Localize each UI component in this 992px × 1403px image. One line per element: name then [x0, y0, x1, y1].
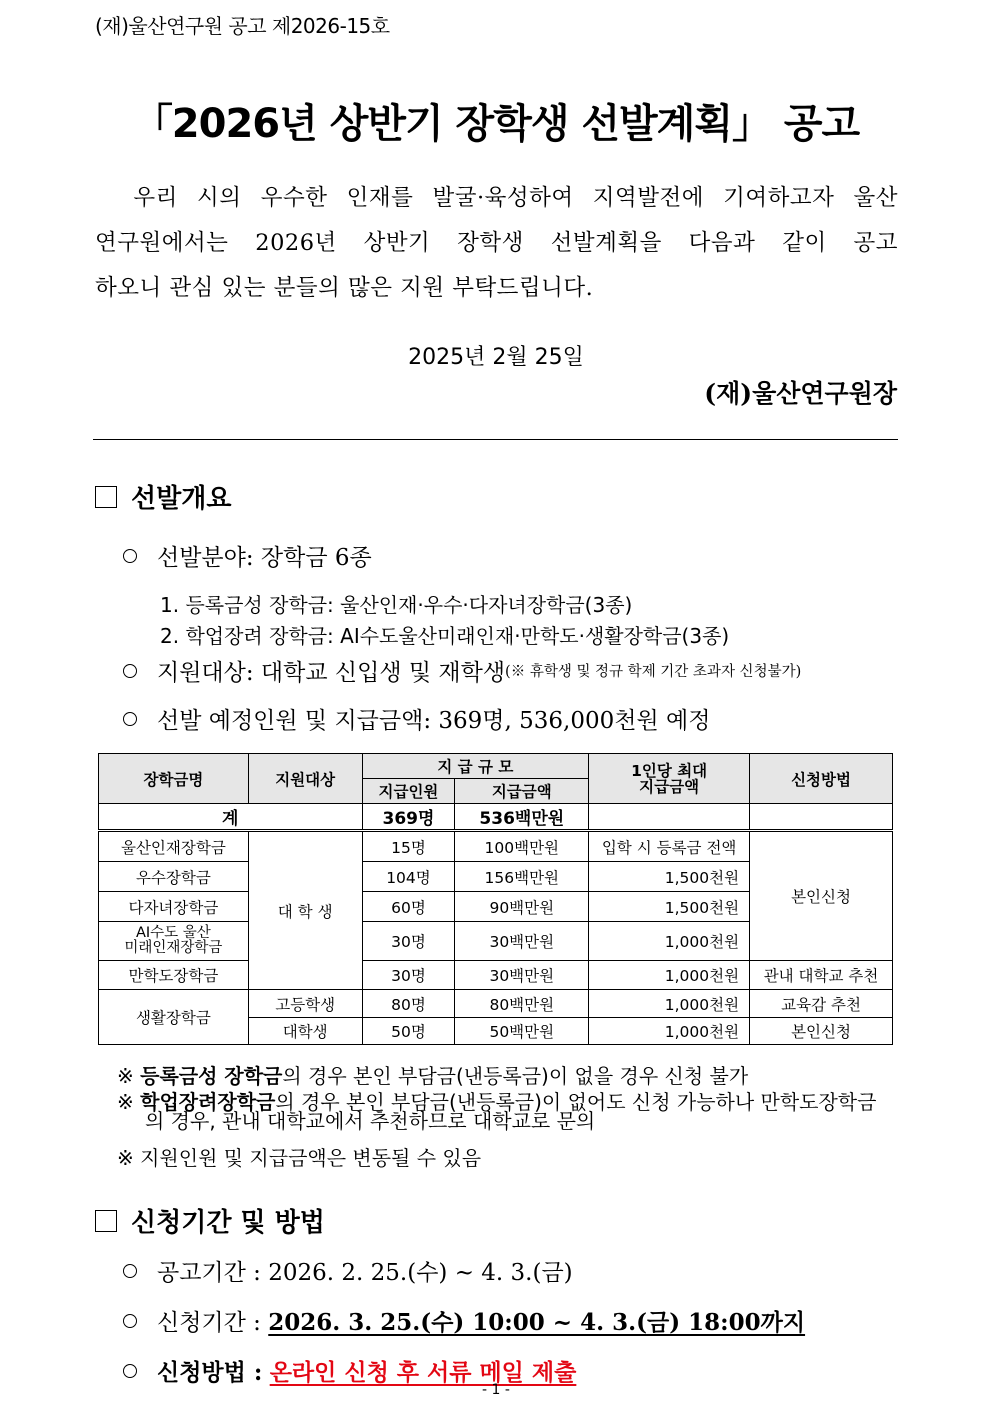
bullet-text: 지원대상: 대학교 신입생 및 재학생 [157, 660, 506, 686]
cell-name [99, 922, 249, 961]
cell-count: 60명 [362, 892, 455, 922]
cell-name: 울산인재장학금 [99, 831, 249, 862]
circle-bullet-icon [123, 664, 137, 678]
divider [93, 439, 898, 440]
section-title-text: 신청기간 및 방법 [131, 1208, 325, 1238]
note-text: 의 경우 본인 부담금(낸등록금)이 없을 경우 신청 불가 [282, 1064, 749, 1088]
bullet-text: 선발분야: 장학금 6종 [157, 545, 372, 571]
intro-line: 우리 시의 우수한 인재를 발굴·육성하여 지역발전에 기여하고자 울산 [133, 185, 898, 211]
notice-date: 2025년 2월 25일 [408, 345, 584, 370]
section-title-application [95, 1202, 325, 1239]
header-amount: 지급금액 [455, 779, 589, 804]
cell-method: 관내 대학교 추천 [750, 961, 893, 990]
cell-amount: 90백만원 [455, 892, 589, 922]
header-max-amount [589, 754, 750, 804]
bullet-label: 신청방법 : [157, 1359, 263, 1386]
notice-number: (재)울산연구원 공고 제2026-15호 [95, 14, 390, 38]
header-method: 신청방법 [750, 754, 893, 804]
bullet-field [123, 539, 372, 572]
total-max [589, 804, 750, 831]
circle-bullet-icon [123, 549, 137, 563]
page-number: - 1 - [482, 1382, 510, 1398]
sub-item-tuition: 1. 등록금성 장학금: 울산인재·우수·다자녀장학금(3종) [160, 593, 633, 617]
intro-line: 연구원에서는 2026년 상반기 장학생 선발계획을 다음과 같이 공고 [95, 230, 898, 256]
total-label: 계 [99, 804, 363, 831]
cell-max: 1,500천원 [589, 892, 750, 922]
square-bullet-icon [95, 486, 117, 508]
cell-max: 1,000천원 [589, 1018, 750, 1045]
cell-count: 80명 [362, 990, 455, 1018]
total-amount: 536백만원 [455, 804, 589, 831]
header-scale: 지 급 규 모 [362, 754, 589, 779]
table-row [99, 961, 893, 990]
cell-method-self: 본인신청 [750, 831, 893, 961]
cell-amount: 30백만원 [455, 922, 589, 961]
cell-max: 1,000천원 [589, 922, 750, 961]
circle-bullet-icon [123, 1264, 137, 1278]
circle-bullet-icon [123, 712, 137, 726]
cell-name: 다자녀장학금 [99, 892, 249, 922]
table-row [99, 831, 893, 862]
cell-max: 1,500천원 [589, 862, 750, 892]
cell-name-line: 미래인재장학금 [124, 940, 223, 956]
cell-name: 우수장학금 [99, 862, 249, 892]
cell-target: 고등학생 [248, 990, 362, 1018]
header-max-line: 1인당 최대 [631, 761, 708, 780]
page-title: 「2026년 상반기 장학생 선발계획」 공고 [132, 101, 860, 147]
cell-count: 15명 [362, 831, 455, 862]
cell-target-university: 대 학 생 [248, 831, 362, 990]
cell-name: 만학도장학금 [99, 961, 249, 990]
note-bold: 학업장려장학금 [140, 1090, 276, 1114]
apply-method-value: 온라인 신청 후 서류 메일 제출 [269, 1359, 577, 1386]
intro-paragraph [95, 176, 898, 311]
cell-amount: 80백만원 [455, 990, 589, 1018]
cell-max: 1,000천원 [589, 961, 750, 990]
header-max-line: 지급금액 [639, 777, 700, 796]
bullet-label: 신청기간 : [157, 1310, 261, 1336]
cell-count: 30명 [362, 961, 455, 990]
bullet-label: 공고기간 : [157, 1260, 261, 1286]
table-row [99, 990, 893, 1018]
cell-amount: 156백만원 [455, 862, 589, 892]
cell-target: 대학생 [248, 1018, 362, 1045]
cell-name-line: AI수도 울산 [135, 925, 211, 941]
cell-amount: 50백만원 [455, 1018, 589, 1045]
note-mark: ※ [117, 1090, 134, 1114]
bullet-text: 선발 예정인원 및 지급금액: 369명, 536,000천원 예정 [157, 708, 711, 734]
header-count: 지급인원 [362, 779, 455, 804]
note-change: ※ 지원인원 및 지급금액은 변동될 수 있음 [117, 1146, 482, 1170]
header-target: 지원대상 [248, 754, 362, 804]
bullet-notice-period [123, 1254, 573, 1287]
cell-count: 104명 [362, 862, 455, 892]
square-bullet-icon [95, 1210, 117, 1232]
cell-max: 1,000천원 [589, 990, 750, 1018]
target-note: (※ 휴학생 및 정규 학제 기간 초과자 신청불가) [505, 664, 802, 680]
circle-bullet-icon [123, 1364, 137, 1378]
cell-amount: 30백만원 [455, 961, 589, 990]
apply-period-value: 2026. 3. 25.(수) 10:00 ~ 4. 3.(금) 18:00까지 [268, 1309, 806, 1336]
section-title-text: 선발개요 [131, 484, 232, 514]
signer: (재)울산연구원장 [704, 379, 897, 408]
table-row-total [99, 804, 893, 831]
cell-count: 50명 [362, 1018, 455, 1045]
notice-period-value: 2026. 2. 25.(수) ~ 4. 3.(금) [268, 1260, 573, 1286]
note-text: 의 경우 본인 부담금(낸등록금)이 없어도 신청 가능하나 만학도장학금 [275, 1090, 877, 1114]
bullet-quota [123, 702, 710, 735]
bullet-target [123, 654, 801, 687]
total-count: 369명 [362, 804, 455, 831]
sub-item-study: 2. 학업장려 장학금: AI수도울산미래인재·만학도·생활장학금(3종) [160, 624, 730, 648]
note-text: 의 경우, 관내 대학교에서 추천하므로 대학교로 문의 [145, 1109, 596, 1133]
section-title-overview [95, 478, 231, 515]
scholarship-table [98, 753, 893, 1045]
bullet-apply-period [123, 1304, 805, 1337]
cell-max: 입학 시 등록금 전액 [589, 831, 750, 862]
cell-method: 본인신청 [750, 1018, 893, 1045]
cell-amount: 100백만원 [455, 831, 589, 862]
intro-line: 하오니 관심 있는 분들의 많은 지원 부탁드립니다. [95, 275, 594, 301]
note-bold: 등록금성 장학금 [140, 1064, 283, 1088]
header-name: 장학금명 [99, 754, 249, 804]
cell-method: 교육감 추천 [750, 990, 893, 1018]
total-method [750, 804, 893, 831]
circle-bullet-icon [123, 1314, 137, 1328]
note-mark: ※ [117, 1064, 134, 1088]
note-tuition [117, 1060, 748, 1089]
note-study [117, 1090, 897, 1133]
cell-name: 생활장학금 [99, 990, 249, 1045]
cell-count: 30명 [362, 922, 455, 961]
